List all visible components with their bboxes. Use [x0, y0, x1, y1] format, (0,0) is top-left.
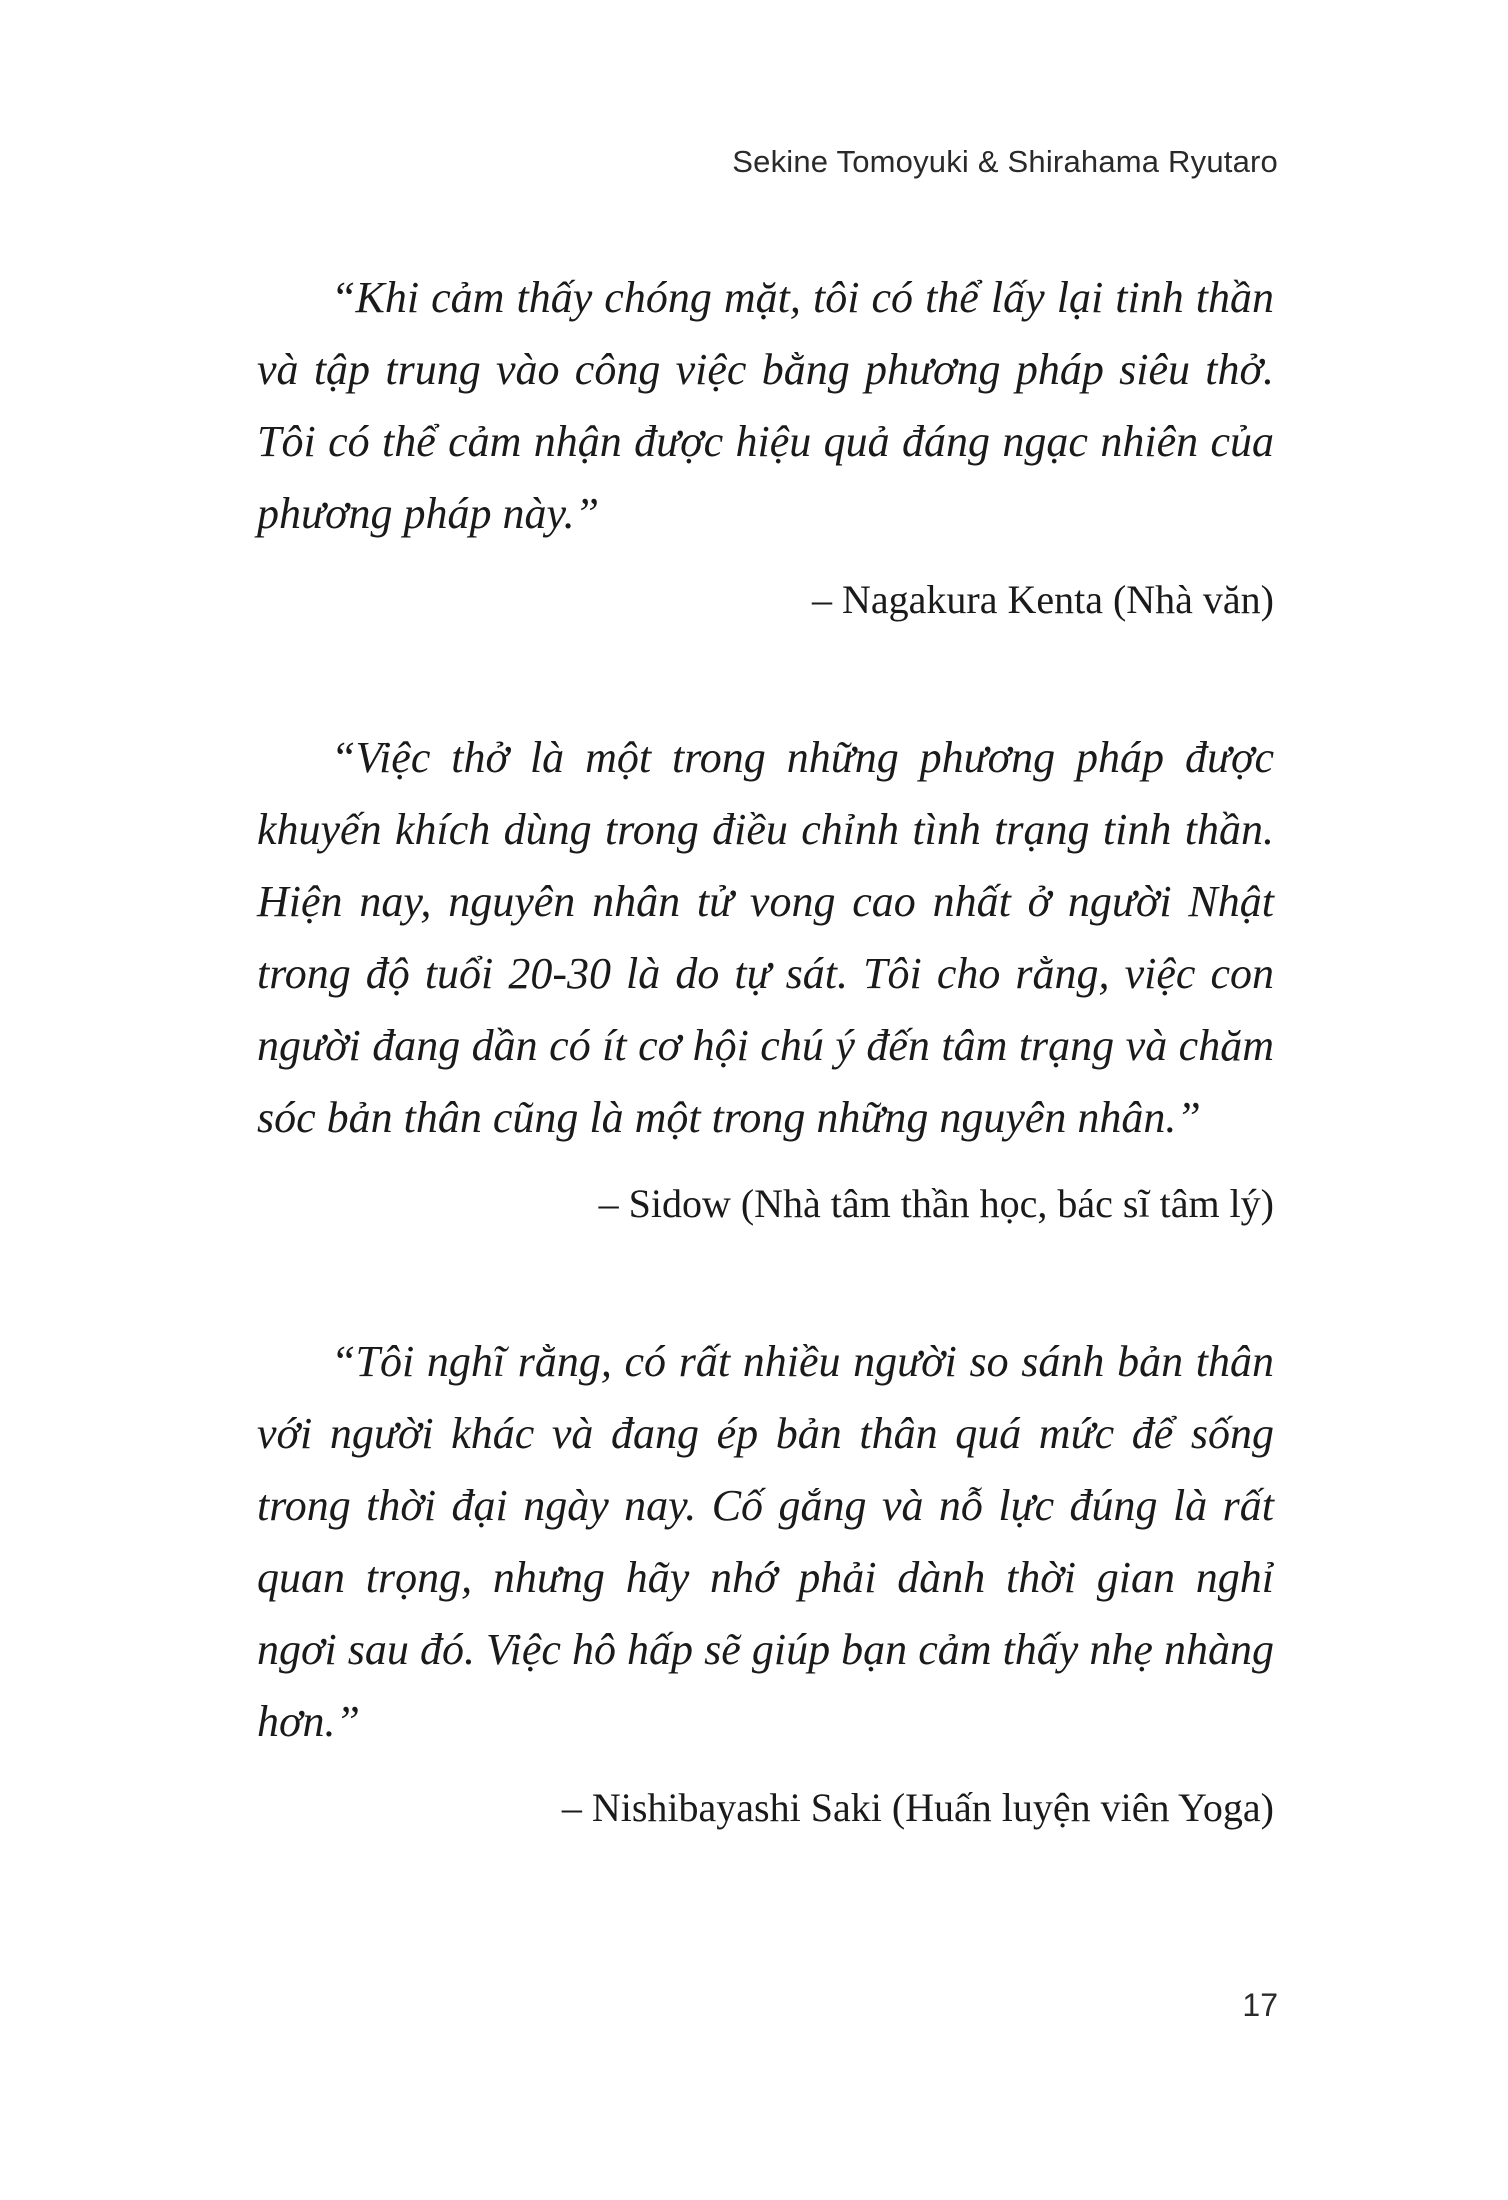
quote-attribution: – Sidow (Nhà tâm thần học, bác sĩ tâm lý)	[598, 1181, 1274, 1226]
quote-text: “Khi cảm thấy chóng mặt, tôi có thể lấy lại tinh thần và tập trung vào công việc bằng phương pháp siêu thở. Tôi có thể cảm nhận được hiệu quả đáng ngạc nhiên của phương pháp này.”	[257, 273, 1274, 538]
running-header: Sekine Tomoyuki & Shirahama Ryutaro	[732, 144, 1278, 179]
quote-block	[257, 1326, 1274, 1836]
quote-attribution: – Nishibayashi Saki (Huấn luyện viên Yoga)	[561, 1785, 1274, 1830]
quote-text: “Tôi nghĩ rằng, có rất nhiều người so sánh bản thân với người khác và đang ép bản thân quá mức để sống trong thời đại ngày nay. Cố gắng và nỗ lực đúng là rất quan trọng, nhưng hãy nhớ phải dành thời gian nghỉ ngơi sau đó. Việc hô hấp sẽ giúp bạn cảm thấy nhẹ nhàng hơn.”	[257, 1337, 1274, 1746]
page-body	[257, 262, 1274, 1836]
quote-block	[257, 722, 1274, 1232]
quote-block	[257, 262, 1274, 628]
quote-text: “Việc thở là một trong những phương pháp được khuyến khích dùng trong điều chỉnh tình trạng tinh thần. Hiện nay, nguyên nhân tử vong cao nhất ở người Nhật trong độ tuổi 20-30 là do tự sát. Tôi cho rằng, việc con người đang dần có ít cơ hội chú ý đến tâm trạng và chăm sóc bản thân cũng là một trong những nguyên nhân.”	[257, 733, 1274, 1142]
quote-attribution: – Nagakura Kenta (Nhà văn)	[811, 577, 1274, 622]
page-number: 17	[1242, 1987, 1278, 2023]
